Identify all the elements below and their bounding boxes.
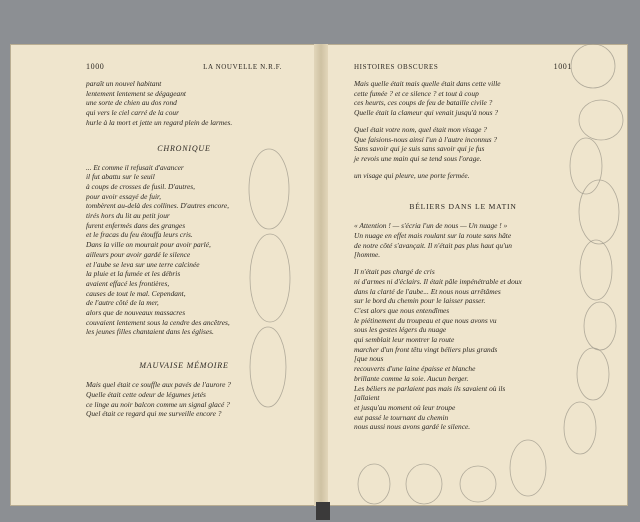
pencil-oval [579, 180, 619, 244]
chronique-poem [86, 163, 282, 338]
poem-line: pour avoir essayé de fuir, [86, 191, 161, 201]
left-running-head: LA NOUVELLE N.R.F. [203, 63, 282, 71]
stanza-2 [354, 125, 572, 164]
poem-line: brillante comme la soie. Aucun berger. [354, 373, 469, 383]
poem-line: Quelle était cette odeur de légumes jetés [86, 389, 206, 399]
poem-line: Quel était votre nom, quel était mon visage ? [354, 124, 487, 134]
poem-line: Quel était ce regard qui me surveille encore ? [86, 409, 222, 419]
poem-line: et le fracas du feu étouffa leurs cris. [86, 230, 193, 240]
poem-line: Un nuage en effet mais roulant sur la route sans hâte [354, 231, 512, 241]
pencil-oval [579, 100, 623, 140]
poem-line: à coups de crosses de fusil. D'autres, [86, 181, 196, 191]
poem-line: Mais quel était ce souffle aux pavés de l'aurore ? [86, 380, 231, 390]
intro-stanza [86, 79, 282, 128]
poem-line-continuation: [allaient [354, 393, 380, 403]
poem-line: Dans la ville on mourait pour avoir parlé, [86, 240, 211, 250]
poem-line: ailleurs pour avoir gardé le silence [86, 249, 191, 259]
stanza-3 [354, 171, 572, 181]
pencil-oval [510, 440, 546, 496]
left-page [86, 62, 282, 419]
poem-line: les jeunes filles chantaient dans les églises. [86, 327, 214, 337]
poem-line: une sorte de chien au dos rond [86, 98, 177, 108]
poem-line: alors que de nouveaux massacres [86, 308, 186, 318]
poem-line: il fut abattu sur le seuil [86, 172, 155, 182]
poem-line: « Attention ! — s'écria l'un de nous — Un nuage ! » [354, 221, 508, 231]
poem-line: tombèrent au-delà des collines. D'autres encore, [86, 201, 229, 211]
poem-line: la pluie et la fumée et les débris [86, 269, 181, 279]
right-page-number: 1001 [553, 62, 572, 71]
pencil-oval [571, 44, 615, 88]
section-title-beliers: BÉLIERS DANS LE MATIN [409, 202, 517, 212]
poem-line: nous aussi nous avons gardé le silence. [354, 422, 471, 432]
poem-line: sur le bord du chemin pour le laisser passer. [354, 296, 486, 306]
stanza-gap [354, 118, 572, 125]
poem-line: eut passé le tournant du chemin [354, 412, 449, 422]
poem-line: un visage qui pleure, une porte fermée. [354, 170, 470, 180]
poem-line: qui vers le ciel carré de la cour [86, 108, 179, 118]
poem-line: Les béliers ne parlaient pas mais ils savaient où ils [354, 383, 506, 393]
poem-line: je revois une main qui se tend sous l'orage. [354, 153, 482, 163]
poem-line: et jusqu'au moment où leur troupe [354, 402, 456, 412]
stanza-gap [354, 164, 572, 171]
poem-line: hurle à la mort et jette un regard plein de larmes. [86, 117, 233, 127]
poem-line: cette fumée ? et ce silence ? et tout à coup [354, 88, 479, 98]
poem-line: C'est alors que nous entendîmes [354, 305, 450, 315]
poem-line: Sans savoir qui je suis sans savoir qui je fus [354, 144, 485, 154]
pencil-oval [358, 464, 390, 504]
section-title-mauvaise-memoire: MAUVAISE MÉMOIRE [139, 361, 229, 371]
book-spread [10, 44, 628, 506]
poem-line: ni d'armes ni d'éclairs. Il était pâle impénétrable et doux [354, 276, 522, 286]
poem-line: furent enfermés dans des granges [86, 220, 186, 230]
poem-line: sous les gestes légers du nuage [354, 325, 447, 335]
poem-line: et l'aube se leva sur une terre calcinée [86, 259, 200, 269]
right-page [354, 62, 572, 432]
pencil-oval [584, 302, 616, 350]
pencil-oval [570, 138, 602, 194]
binding-tape [316, 502, 330, 520]
poem-line: de l'autre côté de la mer, [86, 298, 159, 308]
poem-line: marcher d'un front têtu vingt béliers plus grands [354, 344, 498, 354]
poem-line: ... Et comme il refusait d'avancer [86, 162, 184, 172]
poem-line-continuation: [homme. [354, 250, 381, 260]
stanza-4 [354, 221, 572, 260]
poem-line: couvaient lentement sous la cendre des ancêtres, [86, 317, 230, 327]
left-page-header [86, 62, 282, 71]
pencil-oval [577, 348, 609, 400]
poem-line: qui semblait leur montrer la route [354, 335, 455, 345]
poem-line: paraît un nouvel habitant [86, 79, 162, 88]
pencil-oval [406, 464, 442, 504]
poem-line: le piétinement du troupeau et que nous avons vu [354, 315, 497, 325]
poem-line: recouverts d'une laine épaisse et blanche [354, 364, 476, 374]
book-gutter [314, 44, 328, 506]
poem-line: Quelle était la clameur qui venait jusqu'à nous ? [354, 108, 499, 118]
right-running-head: HISTOIRES OBSCURES [354, 63, 439, 71]
poem-line: avaient effacé les frontières, [86, 278, 170, 288]
pencil-oval [460, 466, 496, 502]
pencil-oval [580, 240, 612, 300]
right-page-header [354, 62, 572, 71]
poem-line: Il n'était pas chargé de cris [354, 267, 435, 277]
poem-line: Que faisions-nous ainsi l'un à l'autre inconnus ? [354, 134, 498, 144]
mauvaise-memoire-poem [86, 380, 282, 419]
poem-line: ce linge au noir balcon comme un signal glacé ? [86, 399, 230, 409]
poem-line: causes de tout le mal. Cependant, [86, 288, 186, 298]
poem-line-continuation: [que nous [354, 354, 384, 364]
stanza-5 [354, 267, 572, 432]
poem-line: de notre côté s'avançait. Il n'était pas plus haut qu'un [354, 240, 513, 250]
stanza-1 [354, 79, 572, 118]
poem-line: ces heurts, ces coups de feu de bataille civile ? [354, 98, 493, 108]
poem-line: tirés hors du lit au petit jour [86, 211, 170, 221]
poem-line: Mais quelle était mais quelle était dans cette ville [354, 79, 501, 88]
left-page-number: 1000 [86, 62, 105, 71]
section-title-chronique: CHRONIQUE [157, 143, 211, 153]
poem-line: lentement lentement se dégageant [86, 88, 186, 98]
poem-line: dans la clarté de l'aube... Et nous nous arrêtâmes [354, 286, 501, 296]
stanza-gap [354, 260, 572, 267]
